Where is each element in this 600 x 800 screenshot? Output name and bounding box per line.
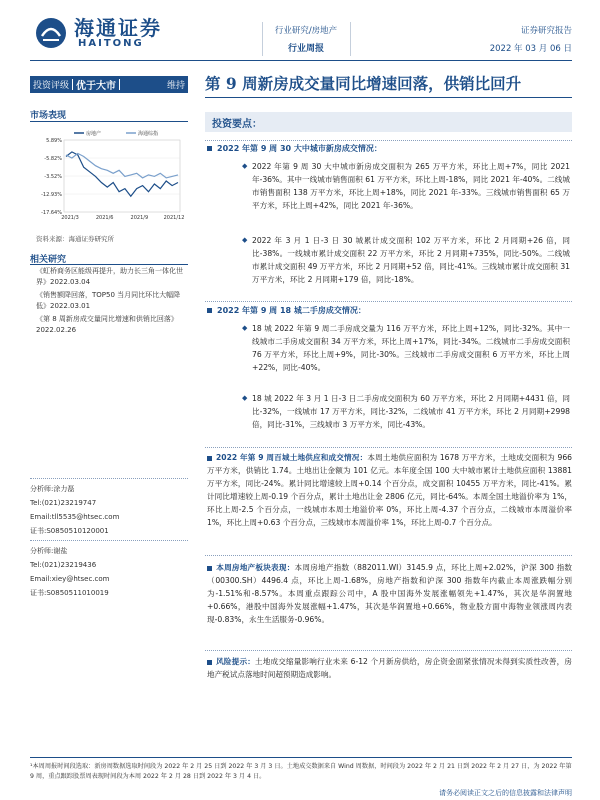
bullet-square-icon [207, 146, 212, 151]
bullet-diamond-icon: ◆ [242, 394, 248, 402]
footnote: ¹本周周报时间段选取：新房周数据选取时间段为 2022 年 2 月 25 日到 2022 年 3 月 3 日。土地成交数据来自 Wind 周数据，时间段为 2022 年 2 月 21 日到 2022 年 2 月 27 日，为 2022 年第 9 周，重点跟踪股票周表现时间段为本周 2022 年 2 月 28 日到 2022 年 3 月 4 日。 [30, 757, 572, 782]
report-title: 第 9 周新房成交量同比增速回落，供销比回升 [205, 74, 522, 93]
bullet-paragraph: ◆ 18 城 2022 年 3 月 1 日-3 日二手房成交面积为 60 万平方米，环比 2 月同期+4431 倍，同比-32%，一线城市 17 万平方米，同比-32%，二线城市 41 万平方米，环比 2 月同期+2998 倍，同比-31%，三线城市 3 万平方米，同比-43%。 [242, 394, 570, 429]
bullet-diamond-icon: ◆ [242, 236, 248, 244]
section-rule [205, 301, 572, 302]
section-rule [205, 140, 572, 141]
analyst-tel: Tel:(021)23219436 [30, 561, 97, 569]
market-performance-chart [30, 126, 188, 226]
analyst-tel: Tel:(021)23219747 [30, 499, 97, 507]
chart-legend-label: 房地产 [86, 131, 102, 137]
land-text: 本周土地供应面积为 1678 万平方米，土地成交面积为 966 万平方米，供销比 1.74。土地出让金额为 101 亿元。本年度全国 100 大中城市累计土地供应面积 13881 万平方米，同比-24%。累计同比增速较上周+0.14 个百分点，成交面积 10455 万平方米，同比-41%。累计同比增速较上周-0.19 个百分点，累计土地出让金 2806 亿元，同比-64%。本周全国土地溢价率为 1%，环比上周-2.5 个百分点，一线城市本周土地溢价率 0%，环比上周-4.37 个百分点，二线城市本周溢价率 1%，环比上周+0.63 个百分点，三线城市本周溢价率 1%，环比上周-0.7 个百分点。 [207, 453, 572, 527]
chart-y-tick-label: -12.93% [41, 192, 62, 198]
header-category-block [266, 24, 346, 56]
related-list [36, 266, 186, 338]
sector-text: 本周房地产指数（882011.WI）3145.9 点，环比上周+2.02%，沪深 300 指数（00300.SH）4496.4 点，环比上周-1.68%，房地产指数和沪深 300 指数年内截止本周涨跌幅分别为-1.51%和-8.57%。本周重点跟踪公司中，A 股中国海外发展涨幅领先+1.47%，其次是华润置地+0.66%，港股中国海外发展涨幅+1.47%，其次是华润置地+0.66%，物业股方面中海物业领涨周内表现-0.83%，永生生活服务-0.96%。 [207, 563, 572, 624]
chart-y-tick-label: 5.89% [46, 138, 62, 144]
analyst-email[interactable]: Email:tll5535@htsec.com [30, 513, 120, 521]
logo-emblem-icon [34, 16, 68, 50]
land-heading: 2022 年第 9 周百城土地供应和成交情况： [216, 453, 368, 462]
risk-paragraph [207, 655, 572, 681]
section-rule [205, 555, 572, 556]
bullet-diamond-icon: ◆ [242, 324, 248, 332]
related-item[interactable]: 《第 8 周新房成交量同比增速和供销比回落》2022.02.26 [36, 315, 178, 334]
market-heading-rule [30, 121, 188, 122]
analyst-cert: 证书:S0850510120001 [30, 527, 109, 535]
bullet-paragraph: ◆ 2022 年第 9 周 30 大中城市新房成交面积为 265 万平方米，环比上周+7%，同比 2021 年-36%。其中一线城市销售面积 61 万平方米，环比上周-18%，同比 2021 年-40%。二线城市销售面积 138 万平方米，环比上周+18%，同比 2021 年-33%。三线城市销售面积 65 万平方米，环比上周+42%，同比 2021 年-36%。 [242, 162, 570, 210]
rating-label: 投资评级 [33, 81, 70, 91]
header-category: 行业研究/房地产 [274, 26, 338, 36]
analyst-list [30, 476, 188, 600]
related-item[interactable]: 《销售额降回落，TOP50 当月同比环比大幅降低》2022.03.01 [36, 291, 181, 310]
section-rule [205, 447, 572, 448]
key-points-heading: 投资要点： [212, 119, 262, 130]
disclaimer-footer: 请务必阅读正文之后的信息披露和法律声明 [439, 789, 572, 797]
bullet-square-icon [207, 308, 212, 313]
analyst-email[interactable]: Email:xiey@htsec.com [30, 575, 110, 583]
rating-separator [119, 79, 120, 90]
risk-heading: 风险提示： [216, 657, 255, 666]
risk-text: 土地成交缩量影响行业未来 6-12 个月新房供给，房企资金面紧张情况未得到实质性改善，房地产税试点落地时间超预期造成影响。 [207, 657, 573, 679]
rating-bar [30, 76, 188, 93]
logo-text-en: HAITONG [78, 38, 144, 49]
related-heading-rule [30, 264, 188, 265]
land-paragraph [207, 451, 572, 529]
analyst-divider [30, 540, 188, 541]
header-divider [262, 22, 263, 56]
section-heading-second-hand: 2022 年第 9 周 18 城二手房成交情况： [207, 305, 366, 316]
chart-x-tick-label: 2021/6 [95, 215, 114, 221]
chart-legend-label: 海通综指 [138, 131, 159, 137]
header-rule [30, 60, 572, 61]
header-right-block [490, 24, 572, 56]
analyst-divider [30, 478, 188, 479]
bullet-square-icon [207, 660, 212, 665]
title-rule [205, 97, 572, 98]
market-heading: 市场表现 [30, 111, 67, 121]
bullet-paragraph: ◆ 2022 年 3 月 1 日-3 日 30 城累计成交面积 102 万平方米，环比 2 月同期+26 倍，同比-38%。一线城市累计成交面积 22 万平方米，环比 2 月同期+735%，同比-50%。二线城市累计成交面积 49 万平方米，环比 2 月同期+52 倍，同比-41%。三线城市累计成交面积 31 万平方米，环比 2 月同期+179 倍，同比-18%。 [242, 236, 570, 284]
bullet-square-icon [207, 456, 212, 461]
sector-paragraph [207, 561, 572, 626]
chart-y-tick-label: -17.64% [41, 210, 62, 216]
analyst-name: 分析师:谢盐 [30, 547, 68, 555]
header-date: 2022 年 03 月 06 日 [489, 44, 572, 54]
header-divider [350, 22, 351, 56]
chart-x-tick-label: 2021/9 [130, 215, 149, 221]
rating-value: 优于大市 [76, 81, 117, 92]
analyst-cert: 证书:S0850511010019 [30, 589, 109, 597]
sector-heading: 本周房地产板块表现： [216, 563, 295, 572]
header-report-label: 证券研究报告 [520, 26, 572, 36]
chart-y-tick-label: -5.82% [44, 156, 62, 162]
chart-y-tick-label: -3.52% [44, 174, 62, 180]
bullet-paragraph: ◆ 18 城 2022 年第 9 周二手房成交量为 116 万平方米，环比上周+12%，同比-32%。其中一线城市二手房成交面积 34 万平方米，环比上周+17%，同比-34%。二线城市二手房成交面积 76 万平方米，环比上周+9%，同比-30%。三线城市二手房成交面积 6 万平方米，环比上周+22%，同比-40%。 [242, 324, 570, 372]
header-report-type: 行业周报 [287, 44, 324, 54]
bullet-diamond-icon: ◆ [242, 162, 248, 170]
rating-action: 维持 [166, 81, 185, 91]
company-logo [34, 12, 194, 54]
chart-x-tick-label: 2021/12 [163, 215, 185, 221]
chart-source: 资料来源：海通证券研究所 [36, 235, 114, 243]
section-heading-new-home: 2022 年第 9 周 30 大中城市新房成交情况： [207, 143, 382, 154]
analyst-name: 分析师:涂力磊 [30, 485, 75, 493]
logo-text-cn: 海通证券 [74, 16, 162, 40]
bullet-square-icon [207, 566, 212, 571]
chart-x-tick-label: 2021/3 [61, 215, 79, 221]
related-heading: 相关研究 [30, 255, 67, 265]
related-item[interactable]: 《虹桥商务区能级再提升，助力长三角一体化世界》2022.03.04 [36, 267, 183, 286]
section-rule [205, 650, 572, 651]
